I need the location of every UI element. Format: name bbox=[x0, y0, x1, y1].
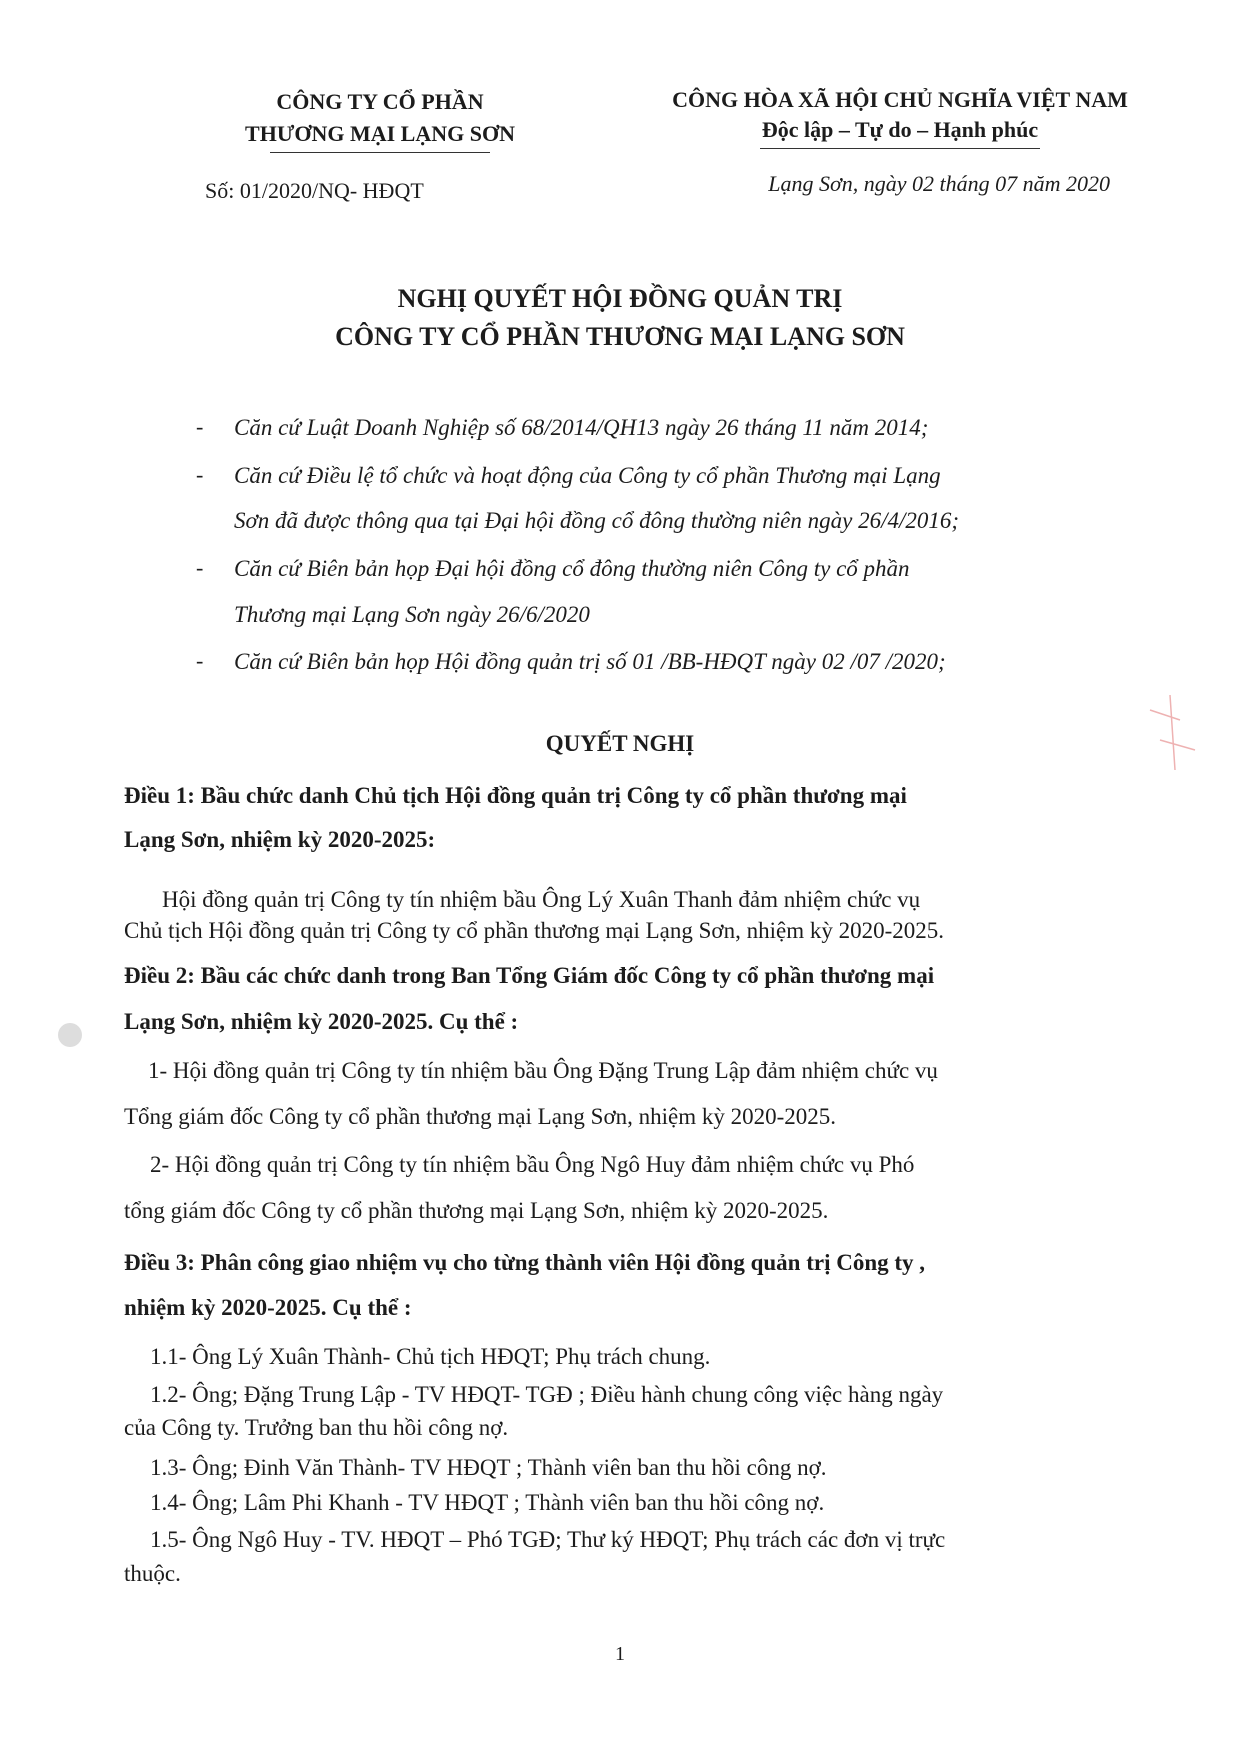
stamp-mark bbox=[40, 1010, 100, 1060]
basis-2-cont: Sơn đã được thông qua tại Đại hội đồng cổ đông thường niên ngày 26/4/2016; bbox=[234, 508, 960, 533]
article3-heading-cont: nhiệm kỳ 2020-2025. Cụ thể : bbox=[124, 1295, 412, 1320]
article1-body: Hội đồng quản trị Công ty tín nhiệm bầu Ông Lý Xuân Thanh đảm nhiệm chức vụ bbox=[162, 887, 921, 912]
basis-1: Căn cứ Luật Doanh Nghiệp số 68/2014/QH13 ngày 26 tháng 11 năm 2014; bbox=[234, 415, 929, 440]
article3-item3: 1.3- Ông; Đinh Văn Thành- TV HĐQT ; Thành viên ban thu hồi công nợ. bbox=[150, 1455, 827, 1480]
company-underline bbox=[270, 152, 490, 153]
article3-item1: 1.1- Ông Lý Xuân Thành- Chủ tịch HĐQT; Phụ trách chung. bbox=[150, 1344, 711, 1369]
stamp-mark bbox=[1140, 690, 1210, 780]
bullet-dash: - bbox=[196, 462, 204, 487]
article3-heading: Điều 3: Phân công giao nhiệm vụ cho từng thành viên Hội đồng quản trị Công ty , bbox=[124, 1250, 926, 1275]
title-line1: NGHỊ QUYẾT HỘI ĐỒNG QUẢN TRỊ bbox=[397, 284, 843, 313]
basis-2: Căn cứ Điều lệ tổ chức và hoạt động của Công ty cổ phần Thương mại Lạng bbox=[234, 463, 941, 488]
article2-heading-cont: Lạng Sơn, nhiệm kỳ 2020-2025. Cụ thể : bbox=[124, 1009, 519, 1034]
article2-item1-cont: Tổng giám đốc Công ty cổ phần thương mại Lạng Sơn, nhiệm kỳ 2020-2025. bbox=[124, 1104, 837, 1129]
title-line2: CÔNG TY CỔ PHẦN THƯƠNG MẠI LẠNG SƠN bbox=[335, 322, 905, 351]
article3-item5-cont: thuộc. bbox=[124, 1561, 181, 1586]
article2-item2: 2- Hội đồng quản trị Công ty tín nhiệm bầu Ông Ngô Huy đảm nhiệm chức vụ Phó bbox=[150, 1152, 915, 1177]
article3-item2: 1.2- Ông; Đặng Trung Lập - TV HĐQT- TGĐ ; Điều hành chung công việc hàng ngày bbox=[150, 1382, 944, 1407]
bullet-dash: - bbox=[196, 648, 204, 673]
country-name: CÔNG HÒA XÃ HỘI CHỦ NGHĨA VIỆT NAM bbox=[672, 87, 1128, 112]
page-number: 1 bbox=[615, 1643, 625, 1665]
article1-heading-cont: Lạng Sơn, nhiệm kỳ 2020-2025: bbox=[124, 827, 436, 852]
basis-4: Căn cứ Biên bản họp Hội đồng quản trị số 01 /BB-HĐQT ngày 02 /07 /2020; bbox=[234, 649, 946, 674]
article2-heading: Điều 2: Bầu các chức danh trong Ban Tổng Giám đốc Công ty cổ phần thương mại bbox=[124, 963, 935, 988]
article2-item2-cont: tổng giám đốc Công ty cổ phần thương mại Lạng Sơn, nhiệm kỳ 2020-2025. bbox=[124, 1198, 829, 1223]
place-date: Lạng Sơn, ngày 02 tháng 07 năm 2020 bbox=[768, 171, 1110, 196]
bullet-dash: - bbox=[196, 414, 204, 439]
article3-item4: 1.4- Ông; Lâm Phi Khanh - TV HĐQT ; Thành viên ban thu hồi công nợ. bbox=[150, 1490, 825, 1515]
article3-item5: 1.5- Ông Ngô Huy - TV. HĐQT – Phó TGĐ; Thư ký HĐQT; Phụ trách các đơn vị trực bbox=[150, 1527, 946, 1552]
bullet-dash: - bbox=[196, 555, 204, 580]
article2-item1: 1- Hội đồng quản trị Công ty tín nhiệm bầu Ông Đặng Trung Lập đảm nhiệm chức vụ bbox=[148, 1058, 938, 1083]
document-number: Số: 01/2020/NQ- HĐQT bbox=[205, 178, 424, 203]
article3-item2-cont: của Công ty. Trưởng ban thu hồi công nợ. bbox=[124, 1415, 509, 1440]
basis-3: Căn cứ Biên bản họp Đại hội đồng cổ đông thường niên Công ty cổ phần bbox=[234, 556, 910, 581]
basis-3-cont: Thương mại Lạng Sơn ngày 26/6/2020 bbox=[234, 602, 590, 627]
company-name-line2: THƯƠNG MẠI LẠNG SƠN bbox=[245, 121, 515, 146]
motto: Độc lập – Tự do – Hạnh phúc bbox=[761, 117, 1039, 142]
motto-underline bbox=[760, 148, 1040, 149]
article1-body-cont: Chủ tịch Hội đồng quản trị Công ty cổ phần thương mại Lạng Sơn, nhiệm kỳ 2020-2025. bbox=[124, 918, 944, 943]
resolution-heading: QUYẾT NGHỊ bbox=[545, 731, 695, 756]
company-name-line1: CÔNG TY CỔ PHẦN bbox=[276, 89, 484, 114]
article1-heading: Điều 1: Bầu chức danh Chủ tịch Hội đồng quản trị Công ty cổ phần thương mại bbox=[124, 783, 907, 808]
